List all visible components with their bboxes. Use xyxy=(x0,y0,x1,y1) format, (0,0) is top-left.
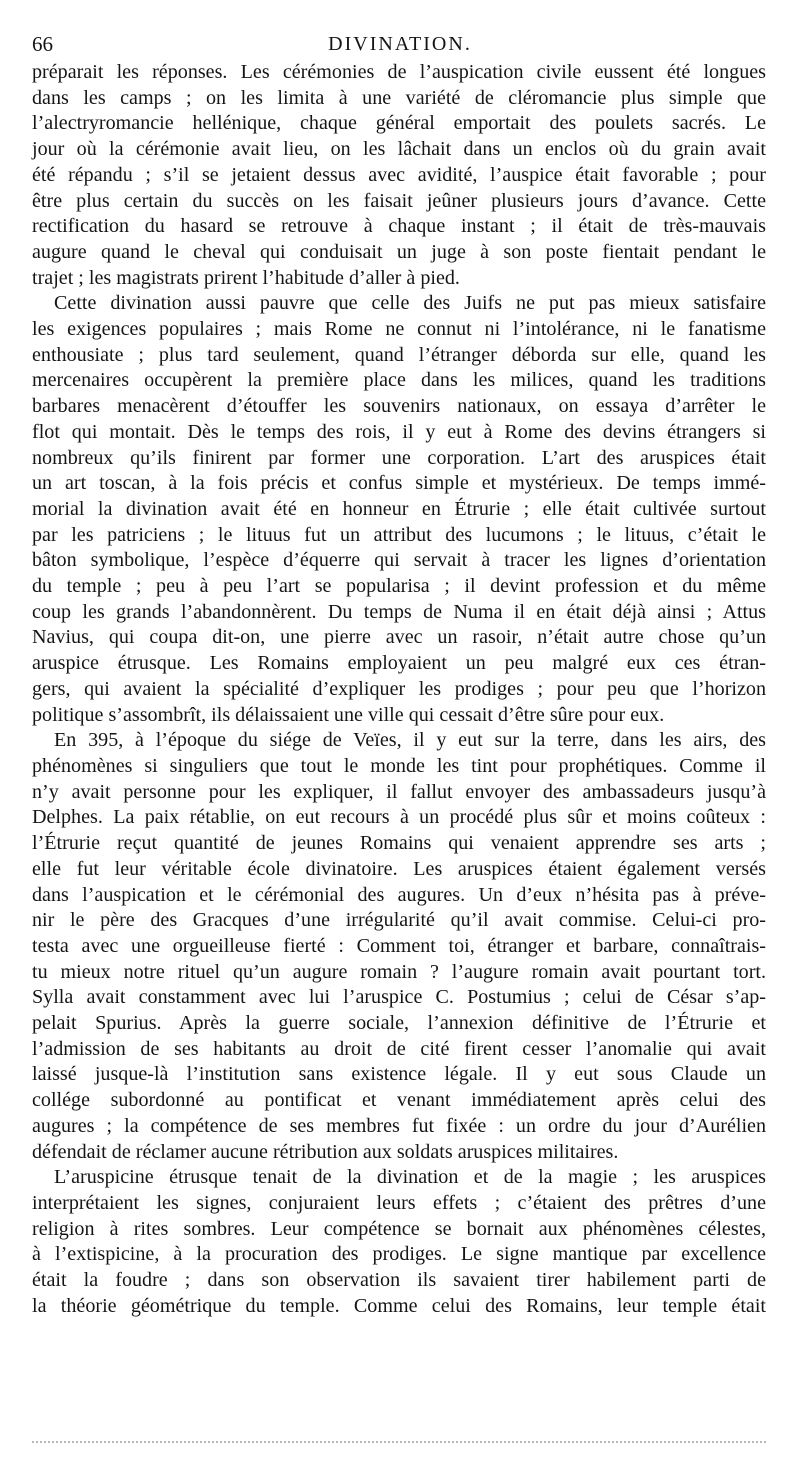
text-line: collége subordonné au pontificat et venant immédiatement après celui des xyxy=(32,1089,766,1112)
text-line: phénomènes si singuliers que tout le monde les tint pour prophétiques. Comme il xyxy=(32,754,766,777)
text-line: coup les grands l’abandonnèrent. Du temps de Numa il en était déjà ainsi ; Attus xyxy=(32,600,766,623)
paragraph-4 xyxy=(32,1165,766,1319)
text-line: bâton symbolique, l’espèce d’équerre qui servait à tracer les lignes d’orientation xyxy=(32,549,766,572)
text-line: n’y avait personne pour les expliquer, il fallut envoyer des ambassadeurs jusqu’à xyxy=(32,780,766,803)
text-line: l’alectryromancie hellénique, chaque général emportait des poulets sacrés. Le xyxy=(32,112,766,135)
text-line: être plus certain du succès on les faisait jeûner plusieurs jours d’avance. Cette xyxy=(32,189,766,212)
text-line: aruspice étrusque. Les Romains employaient un peu malgré eux ces étran- xyxy=(32,652,766,675)
paragraph-2 xyxy=(32,291,766,728)
text-line: Cette divination aussi pauvre que celle des Juifs ne put pas mieux satisfaire xyxy=(54,292,766,315)
text-line: la théorie géométrique du temple. Comme celui des Romains, leur temple était xyxy=(32,1294,766,1317)
text-line: En 395, à l’époque du siége de Veïes, il y eut sur la terre, dans les airs, des xyxy=(54,729,766,752)
paragraph-3 xyxy=(32,728,766,1165)
text-line: Navius, qui coupa dit-on, une pierre avec un rasoir, n’était autre chose qu’un xyxy=(32,626,766,649)
text-line: nir le père des Gracques d’une irrégularité qu’il avait commise. Celui-ci pro- xyxy=(32,909,766,932)
text-line: jour où la cérémonie avait lieu, on les lâchait dans un enclos où du grain avait xyxy=(32,138,766,161)
text-line: un art toscan, à la fois précis et confus simple et mystérieux. De temps immé- xyxy=(32,472,766,495)
text-line: défendait de réclamer aucune rétribution aux soldats aruspices militaires. xyxy=(32,1140,619,1163)
text-line: testa avec une orgueilleuse fierté : Comment toi, étranger et barbare, connaîtrais- xyxy=(32,934,766,957)
text-line: tu mieux notre rituel qu’un augure romain ? l’augure romain avait pourtant tort. xyxy=(32,960,766,983)
running-head xyxy=(32,30,768,58)
text-line: politique s’assombrît, ils délaissaient une ville qui cessait d’être sûre pour eux. xyxy=(32,703,665,726)
text-line: du temple ; peu à peu l’art se popularisa ; il devint profession et du même xyxy=(32,575,766,598)
paragraph-1 xyxy=(32,60,766,291)
text-line: religion à rites sombres. Leur compétence se bornait aux phénomènes célestes, xyxy=(32,1217,766,1240)
text-line: Delphes. La paix rétablie, on eut recours à un procédé plus sûr et moins coûteux : xyxy=(32,806,766,829)
text-line: laissé jusque-là l’institution sans existence légale. Il y eut sous Claude un xyxy=(32,1063,766,1086)
text-line: à l’extispicine, à la procuration des prodiges. Le signe mantique par excellence xyxy=(32,1243,766,1266)
text-line: pelait Spurius. Après la guerre sociale, l’annexion définitive de l’Étrurie et xyxy=(32,1012,766,1035)
text-line: était la foudre ; dans son observation ils savaient tirer habilement parti de xyxy=(32,1269,766,1292)
text-line: augure quand le cheval qui conduisait un juge à son poste fientait pendant le xyxy=(32,240,766,263)
text-line: été répandu ; s’il se jetaient dessus avec avidité, l’auspice était favorable ; pour xyxy=(32,163,766,186)
text-line: L’aruspicine étrusque tenait de la divination et de la magie ; les aruspices xyxy=(54,1166,766,1189)
text-line: rectification du hasard se retrouve à chaque instant ; il était de très-mauvais xyxy=(32,215,766,238)
text-line: nombreux qu’ils finirent par former une corporation. L’art des aruspices était xyxy=(32,446,766,469)
text-line: augures ; la compétence de ses membres fut fixée : un ordre du jour d’Aurélien xyxy=(32,1114,766,1137)
text-line: préparait les réponses. Les cérémonies de l’auspication civile eussent été longues xyxy=(32,61,766,83)
text-line: flot qui montait. Dès le temps des rois, il y eut à Rome des devins étrangers si xyxy=(32,420,766,443)
text-line: Sylla avait constamment avec lui l’aruspice C. Postumius ; celui de César s’ap- xyxy=(32,986,766,1009)
text-line: elle fut leur véritable école divinatoire. Les aruspices étaient également versés xyxy=(32,857,766,880)
text-line: les exigences populaires ; mais Rome ne connut ni l’intolérance, ni le fanatisme xyxy=(32,318,766,341)
chapter-title: DIVINATION. xyxy=(328,33,472,55)
text-line: trajet ; les magistrats prirent l’habitude d’aller à pied. xyxy=(32,266,460,289)
body-text xyxy=(32,60,766,1319)
text-line: par les patriciens ; le lituus fut un attribut des lucumons ; le lituus, c’était le xyxy=(32,523,766,546)
text-line: gers, qui avaient la spécialité d’expliquer les prodiges ; pour peu que l’horizon xyxy=(32,677,766,700)
text-line: l’admission de ses habitants au droit de cité firent cesser l’anomalie qui avait xyxy=(32,1037,766,1060)
text-line: barbares menacèrent d’étouffer les souvenirs nationaux, on essaya d’arrêter le xyxy=(32,395,766,418)
text-line: mercenaires occupèrent la première place dans les milices, quand les traditions xyxy=(32,369,766,392)
text-line: enthousiate ; plus tard seulement, quand l’étranger déborda sur elle, quand les xyxy=(32,343,766,366)
footer-rule xyxy=(32,1441,766,1445)
text-line: dans l’auspication et le cérémonial des augures. Un d’eux n’hésita pas à préve- xyxy=(32,883,766,906)
text-line: interprétaient les signes, conjuraient leurs effets ; c’étaient des prêtres d’une xyxy=(32,1191,766,1214)
page-number: 66 xyxy=(32,32,53,56)
text-line: l’Étrurie reçut quantité de jeunes Romains qui venaient apprendre ses arts ; xyxy=(32,832,766,855)
text-line: morial la divination avait été en honneur en Étrurie ; elle était cultivée surtout xyxy=(32,497,766,520)
text-line: dans les camps ; on les limita à une variété de cléromancie plus simple que xyxy=(32,86,766,109)
